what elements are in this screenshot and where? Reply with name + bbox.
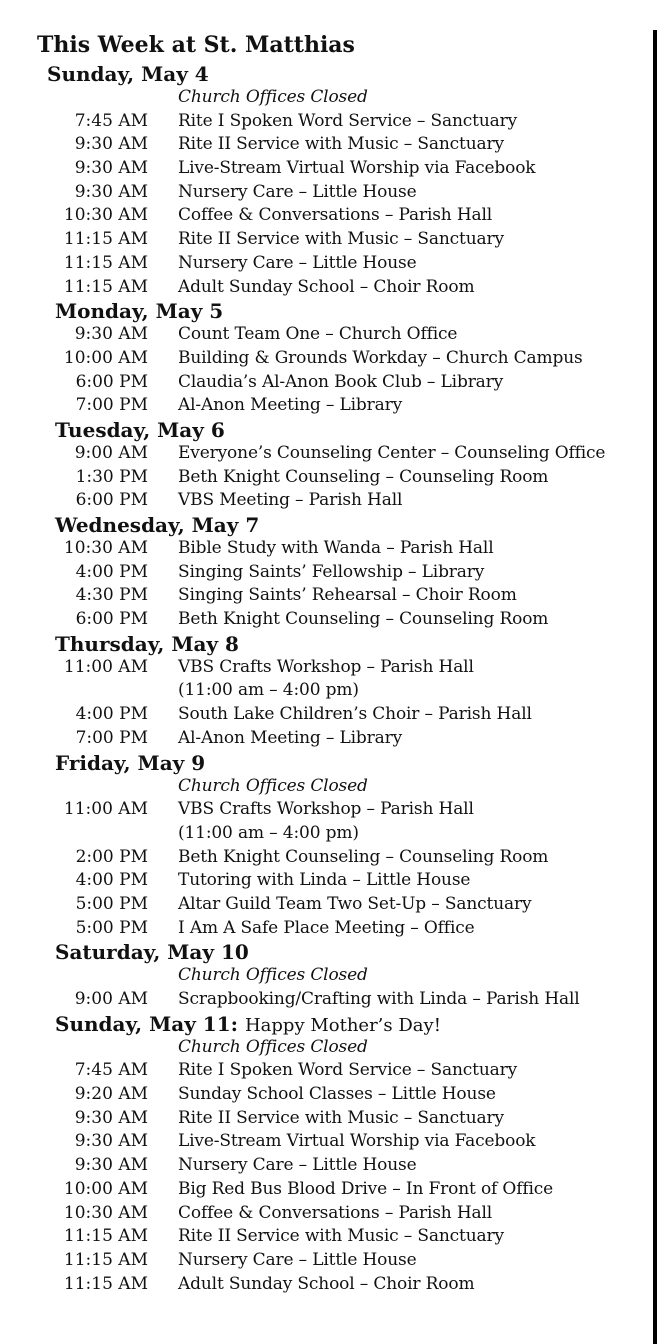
event-time: 9:30 AM	[74, 181, 148, 202]
event-time: 9:30 AM	[74, 158, 148, 179]
day-label: Sunday, May 4	[47, 62, 209, 86]
event-time: 6:00 PM	[75, 609, 148, 630]
schedule-row	[0, 846, 652, 870]
event-time: 9:30 AM	[74, 1107, 148, 1128]
schedule-row	[0, 442, 652, 466]
event-description: Rite II Service with Music – Sanctuary	[178, 1226, 504, 1247]
schedule-row	[0, 561, 652, 585]
event-time: 7:45 AM	[74, 110, 148, 131]
event-time: 9:30 AM	[74, 134, 148, 155]
event-description: Claudia’s Al-Anon Book Club – Library	[178, 371, 504, 392]
page-title: This Week at St. Matthias	[37, 32, 355, 58]
event-time: 5:00 PM	[75, 917, 148, 938]
event-description: I Am A Safe Place Meeting – Office	[178, 917, 475, 938]
event-description: Rite II Service with Music – Sanctuary	[178, 134, 504, 155]
schedule-row	[0, 1154, 652, 1178]
event-description: Al-Anon Meeting – Library	[178, 395, 403, 416]
schedule-row	[0, 537, 652, 561]
event-description: Nursery Care – Little House	[178, 1249, 417, 1270]
event-description: South Lake Children’s Choir – Parish Hall	[178, 704, 532, 725]
schedule-row	[0, 727, 652, 751]
event-time: 11:15 AM	[63, 276, 148, 297]
day-label: Monday, May 5	[55, 299, 224, 324]
event-description: Rite I Spoken Word Service – Sanctuary	[178, 110, 518, 131]
schedule-row	[0, 917, 652, 941]
event-description: Live-Stream Virtual Worship via Facebook	[178, 158, 536, 179]
day-heading	[0, 1012, 652, 1036]
event-description: Tutoring with Linda – Little House	[178, 870, 471, 891]
day-heading	[0, 299, 652, 323]
event-description: Sunday School Classes – Little House	[178, 1084, 496, 1105]
event-time: 6:00 PM	[75, 490, 148, 511]
schedule-row	[0, 869, 652, 893]
event-time: 11:15 AM	[63, 1249, 148, 1270]
event-time: 11:15 AM	[63, 1226, 148, 1247]
event-time: 9:30 AM	[74, 1131, 148, 1152]
event-time: 11:00 AM	[63, 799, 148, 820]
day-heading	[0, 632, 652, 656]
event-description: Scrapbooking/Crafting with Linda – Parish Hall	[178, 989, 580, 1009]
schedule-row	[0, 489, 652, 513]
schedule-row	[0, 822, 652, 846]
right-border-rule	[653, 30, 657, 1344]
event-time: 7:00 PM	[75, 395, 148, 416]
schedule-row	[0, 1225, 652, 1249]
event-description: Rite I Spoken Word Service – Sanctuary	[178, 1060, 518, 1081]
event-time: 6:00 PM	[75, 371, 148, 392]
event-description: Al-Anon Meeting – Library	[178, 727, 403, 748]
schedule-row	[0, 228, 652, 252]
event-description: Rite II Service with Music – Sanctuary	[178, 229, 504, 250]
event-description: Beth Knight Counseling – Counseling Room	[178, 466, 549, 487]
schedule-row	[0, 1107, 652, 1131]
schedule-row	[0, 798, 652, 822]
day-heading	[0, 751, 652, 775]
schedule-row	[0, 276, 652, 300]
day-label: Saturday, May 10	[55, 940, 249, 965]
office-closed-note: Church Offices Closed	[178, 87, 368, 107]
event-description: Adult Sunday School – Choir Room	[178, 1273, 475, 1294]
day-heading	[0, 513, 652, 537]
event-time: 10:00 AM	[63, 347, 148, 368]
schedule-row	[0, 1083, 652, 1107]
event-description: VBS Crafts Workshop – Parish Hall	[178, 656, 474, 677]
event-time: 7:45 AM	[74, 1060, 148, 1081]
schedule-row	[0, 608, 652, 632]
schedule-row	[0, 371, 652, 395]
schedule-row	[0, 1249, 652, 1273]
event-description: Live-Stream Virtual Worship via Facebook	[178, 1131, 536, 1152]
event-description: Beth Knight Counseling – Counseling Room	[178, 846, 549, 867]
schedule-row	[0, 1178, 652, 1202]
event-time: 9:00 AM	[74, 989, 148, 1009]
event-description: Altar Guild Team Two Set-Up – Sanctuary	[178, 893, 532, 914]
schedule-row	[0, 466, 652, 490]
schedule-row	[0, 893, 652, 917]
schedule-row	[0, 679, 652, 703]
event-description: (11:00 am – 4:00 pm)	[178, 822, 359, 843]
event-description: Adult Sunday School – Choir Room	[178, 276, 475, 297]
schedule-row	[0, 157, 652, 181]
event-time: 11:00 AM	[63, 656, 148, 677]
event-time: 4:00 PM	[75, 704, 148, 725]
event-description: VBS Crafts Workshop – Parish Hall	[178, 799, 474, 820]
event-time: 9:20 AM	[74, 1084, 148, 1105]
office-closed-note: Church Offices Closed	[178, 1036, 368, 1057]
weekly-schedule	[0, 62, 652, 1296]
schedule-row	[0, 1059, 652, 1083]
event-description: Coffee & Conversations – Parish Hall	[178, 205, 493, 226]
day-heading	[0, 62, 652, 86]
event-time: 4:00 PM	[75, 870, 148, 891]
event-description: Beth Knight Counseling – Counseling Room	[178, 609, 549, 630]
event-time: 10:30 AM	[63, 538, 148, 558]
schedule-row	[0, 181, 652, 205]
event-description: Coffee & Conversations – Parish Hall	[178, 1202, 493, 1223]
event-description: Nursery Care – Little House	[178, 181, 417, 202]
schedule-row	[0, 964, 652, 988]
schedule-row	[0, 1130, 652, 1154]
event-description: Rite II Service with Music – Sanctuary	[178, 1107, 504, 1128]
schedule-row	[0, 204, 652, 228]
event-time: 7:00 PM	[75, 727, 148, 748]
event-time: 9:30 AM	[74, 324, 148, 345]
event-time: 9:30 AM	[74, 1155, 148, 1176]
day-label: Wednesday, May 7	[55, 513, 260, 537]
schedule-row	[0, 133, 652, 157]
event-time: 5:00 PM	[75, 893, 148, 914]
schedule-row	[0, 703, 652, 727]
office-closed-note: Church Offices Closed	[178, 965, 368, 986]
day-label: Tuesday, May 6	[55, 417, 225, 442]
event-time: 4:30 PM	[75, 585, 148, 606]
schedule-row	[0, 347, 652, 371]
day-label: Friday, May 9	[55, 750, 206, 775]
schedule-row	[0, 1273, 652, 1297]
schedule-row	[0, 775, 652, 799]
event-description: Nursery Care – Little House	[178, 252, 417, 273]
day-heading	[0, 940, 652, 964]
event-description: (11:00 am – 4:00 pm)	[178, 680, 359, 701]
office-closed-note: Church Offices Closed	[178, 775, 368, 796]
event-time: 10:30 AM	[63, 205, 148, 226]
event-time: 11:15 AM	[63, 1273, 148, 1294]
event-time: 9:00 AM	[74, 442, 148, 463]
day-label: Thursday, May 8	[55, 631, 239, 656]
event-time: 10:00 AM	[63, 1178, 148, 1199]
event-time: 4:00 PM	[75, 561, 148, 582]
day-label: Sunday, May 11:	[55, 1011, 238, 1036]
schedule-row	[0, 86, 652, 110]
schedule-row	[0, 584, 652, 608]
event-description: Bible Study with Wanda – Parish Hall	[178, 538, 494, 558]
day-heading	[0, 418, 652, 442]
event-description: Everyone’s Counseling Center – Counseling Office	[178, 442, 606, 463]
event-time: 1:30 PM	[75, 466, 148, 487]
day-note: Happy Mother’s Day!	[244, 1014, 441, 1036]
event-description: Singing Saints’ Fellowship – Library	[178, 561, 485, 582]
event-time: 11:15 AM	[63, 229, 148, 250]
schedule-row	[0, 1036, 652, 1060]
event-description: VBS Meeting – Parish Hall	[178, 490, 403, 511]
schedule-row	[0, 394, 652, 418]
schedule-row	[0, 656, 652, 680]
event-description: Singing Saints’ Rehearsal – Choir Room	[178, 585, 517, 606]
event-description: Building & Grounds Workday – Church Campus	[178, 347, 583, 368]
event-description: Big Red Bus Blood Drive – In Front of Office	[178, 1178, 554, 1199]
event-description: Nursery Care – Little House	[178, 1155, 417, 1176]
schedule-row	[0, 323, 652, 347]
schedule-row	[0, 110, 652, 134]
event-time: 11:15 AM	[63, 252, 148, 273]
event-time: 10:30 AM	[63, 1202, 148, 1223]
schedule-row	[0, 988, 652, 1012]
schedule-row	[0, 252, 652, 276]
event-description: Count Team One – Church Office	[178, 324, 458, 345]
event-time: 2:00 PM	[75, 846, 148, 867]
schedule-row	[0, 1202, 652, 1226]
